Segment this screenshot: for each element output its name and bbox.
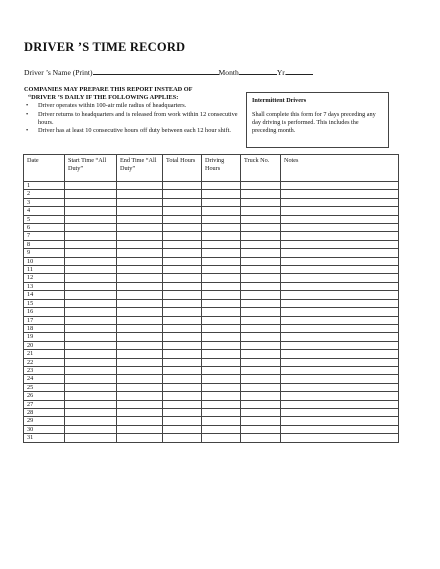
end-time-cell[interactable] (117, 274, 163, 282)
start-time-cell[interactable] (65, 291, 117, 299)
driving-hours-cell[interactable] (202, 215, 241, 223)
table-body (24, 182, 399, 443)
table-row (24, 190, 399, 198)
table-row (24, 291, 399, 299)
notes-cell[interactable] (281, 190, 399, 198)
driving-hours-cell[interactable] (202, 274, 241, 282)
table-row (24, 249, 399, 257)
driving-hours-cell[interactable] (202, 408, 241, 416)
date-cell: 18 (24, 324, 65, 332)
table-row (24, 266, 399, 274)
year-label: Yr. (276, 68, 287, 77)
total-hours-cell[interactable] (163, 291, 202, 299)
end-time-cell[interactable] (117, 308, 163, 316)
date-cell: 4 (24, 207, 65, 215)
truck-no-cell[interactable] (241, 324, 281, 332)
table-row (24, 215, 399, 223)
total-hours-cell[interactable] (163, 358, 202, 366)
date-cell: 29 (24, 417, 65, 425)
driving-hours-cell[interactable] (202, 198, 241, 206)
truck-no-cell[interactable] (241, 392, 281, 400)
driving-hours-cell[interactable] (202, 316, 241, 324)
start-time-cell[interactable] (65, 190, 117, 198)
end-time-cell[interactable] (117, 291, 163, 299)
notes-cell[interactable] (281, 257, 399, 265)
total-hours-cell[interactable] (163, 333, 202, 341)
time-record-table (23, 154, 399, 443)
total-hours-cell[interactable] (163, 316, 202, 324)
notes-cell[interactable] (281, 282, 399, 290)
driving-hours-cell[interactable] (202, 299, 241, 307)
notice-heading-continued: “DRIVER ’S DAILY IF THE FOLLOWING APPLIES: (28, 94, 179, 102)
end-time-cell[interactable] (117, 215, 163, 223)
notes-cell[interactable] (281, 215, 399, 223)
driving-hours-cell[interactable] (202, 308, 241, 316)
driving-hours-cell[interactable] (202, 341, 241, 349)
notes-cell[interactable] (281, 316, 399, 324)
truck-no-cell[interactable] (241, 408, 281, 416)
table-row (24, 375, 399, 383)
notes-cell[interactable] (281, 358, 399, 366)
intermittent-heading: Intermittent Drivers (252, 97, 307, 104)
date-cell: 8 (24, 240, 65, 248)
driving-hours-cell[interactable] (202, 182, 241, 190)
total-hours-cell[interactable] (163, 383, 202, 391)
driving-hours-cell[interactable] (202, 425, 241, 433)
date-cell: 7 (24, 232, 65, 240)
table-row (24, 417, 399, 425)
truck-no-cell[interactable] (241, 375, 281, 383)
start-time-cell[interactable] (65, 182, 117, 190)
end-time-cell[interactable] (117, 249, 163, 257)
notice-item: • Driver has at least 10 consecutive hours off duty between each 12 hour shift. (24, 127, 240, 135)
total-hours-cell[interactable] (163, 341, 202, 349)
start-time-cell[interactable] (65, 350, 117, 358)
end-time-cell[interactable] (117, 240, 163, 248)
total-hours-cell[interactable] (163, 417, 202, 425)
driving-hours-cell[interactable] (202, 266, 241, 274)
driver-name-line (24, 67, 313, 77)
date-cell: 22 (24, 358, 65, 366)
start-time-cell[interactable] (65, 366, 117, 374)
total-hours-cell[interactable] (163, 400, 202, 408)
total-hours-cell[interactable] (163, 375, 202, 383)
driving-hours-cell[interactable] (202, 358, 241, 366)
total-hours-cell[interactable] (163, 207, 202, 215)
driving-hours-cell[interactable] (202, 375, 241, 383)
col-start-time: Start Time “All Duty” (65, 155, 117, 182)
notes-cell[interactable] (281, 249, 399, 257)
total-hours-cell[interactable] (163, 392, 202, 400)
notes-cell[interactable] (281, 434, 399, 442)
truck-no-cell[interactable] (241, 425, 281, 433)
start-time-cell[interactable] (65, 274, 117, 282)
total-hours-cell[interactable] (163, 324, 202, 332)
end-time-cell[interactable] (117, 324, 163, 332)
table-row (24, 299, 399, 307)
table-row (24, 316, 399, 324)
notes-cell[interactable] (281, 274, 399, 282)
end-time-cell[interactable] (117, 383, 163, 391)
truck-no-cell[interactable] (241, 257, 281, 265)
truck-no-cell[interactable] (241, 366, 281, 374)
table-row (24, 358, 399, 366)
total-hours-cell[interactable] (163, 215, 202, 223)
month-label: Month (218, 68, 239, 77)
table-row (24, 400, 399, 408)
notes-cell[interactable] (281, 232, 399, 240)
end-time-cell[interactable] (117, 224, 163, 232)
notice-heading: COMPANIES MAY PREPARE THIS REPORT INSTEAD OF (24, 86, 193, 93)
start-time-cell[interactable] (65, 224, 117, 232)
notes-cell[interactable] (281, 182, 399, 190)
notes-cell[interactable] (281, 392, 399, 400)
total-hours-cell[interactable] (163, 308, 202, 316)
total-hours-cell[interactable] (163, 232, 202, 240)
total-hours-cell[interactable] (163, 366, 202, 374)
start-time-cell[interactable] (65, 383, 117, 391)
year-field[interactable] (286, 67, 313, 75)
truck-no-cell[interactable] (241, 207, 281, 215)
table-row (24, 282, 399, 290)
col-end-time: End Time “All Duty” (117, 155, 163, 182)
table-row (24, 274, 399, 282)
notes-cell[interactable] (281, 350, 399, 358)
end-time-cell[interactable] (117, 366, 163, 374)
end-time-cell[interactable] (117, 400, 163, 408)
truck-no-cell[interactable] (241, 182, 281, 190)
table-row (24, 392, 399, 400)
notes-cell[interactable] (281, 324, 399, 332)
start-time-cell[interactable] (65, 417, 117, 425)
date-cell: 10 (24, 257, 65, 265)
date-cell: 16 (24, 308, 65, 316)
end-time-cell[interactable] (117, 207, 163, 215)
truck-no-cell[interactable] (241, 240, 281, 248)
start-time-cell[interactable] (65, 232, 117, 240)
truck-no-cell[interactable] (241, 308, 281, 316)
truck-no-cell[interactable] (241, 358, 281, 366)
total-hours-cell[interactable] (163, 198, 202, 206)
end-time-cell[interactable] (117, 282, 163, 290)
date-cell: 27 (24, 400, 65, 408)
col-notes: Notes (281, 155, 399, 182)
date-cell: 30 (24, 425, 65, 433)
driving-hours-cell[interactable] (202, 350, 241, 358)
notes-cell[interactable] (281, 425, 399, 433)
total-hours-cell[interactable] (163, 408, 202, 416)
table-header-row (24, 155, 399, 182)
truck-no-cell[interactable] (241, 198, 281, 206)
driving-hours-cell[interactable] (202, 257, 241, 265)
truck-no-cell[interactable] (241, 383, 281, 391)
driving-hours-cell[interactable] (202, 240, 241, 248)
notes-cell[interactable] (281, 291, 399, 299)
notes-cell[interactable] (281, 266, 399, 274)
total-hours-cell[interactable] (163, 274, 202, 282)
notice-list (24, 102, 240, 135)
notes-cell[interactable] (281, 417, 399, 425)
truck-no-cell[interactable] (241, 400, 281, 408)
notes-cell[interactable] (281, 333, 399, 341)
table-row (24, 207, 399, 215)
intermittent-drivers-box (246, 92, 389, 148)
truck-no-cell[interactable] (241, 316, 281, 324)
date-cell: 2 (24, 190, 65, 198)
date-cell: 23 (24, 366, 65, 374)
driving-hours-cell[interactable] (202, 232, 241, 240)
driving-hours-cell[interactable] (202, 400, 241, 408)
end-time-cell[interactable] (117, 375, 163, 383)
date-cell: 14 (24, 291, 65, 299)
table-row (24, 341, 399, 349)
notes-cell[interactable] (281, 400, 399, 408)
end-time-cell[interactable] (117, 299, 163, 307)
table-row (24, 224, 399, 232)
notes-cell[interactable] (281, 375, 399, 383)
start-time-cell[interactable] (65, 308, 117, 316)
driving-hours-cell[interactable] (202, 324, 241, 332)
date-cell: 24 (24, 375, 65, 383)
start-time-cell[interactable] (65, 358, 117, 366)
table-row (24, 182, 399, 190)
start-time-cell[interactable] (65, 434, 117, 442)
notes-cell[interactable] (281, 224, 399, 232)
table-row (24, 350, 399, 358)
total-hours-cell[interactable] (163, 266, 202, 274)
table-row (24, 425, 399, 433)
month-field[interactable] (239, 67, 277, 75)
table-row (24, 257, 399, 265)
end-time-cell[interactable] (117, 392, 163, 400)
end-time-cell[interactable] (117, 182, 163, 190)
end-time-cell[interactable] (117, 341, 163, 349)
date-cell: 21 (24, 350, 65, 358)
table-row (24, 308, 399, 316)
col-truck-no: Truck No. (241, 155, 281, 182)
driving-hours-cell[interactable] (202, 333, 241, 341)
end-time-cell[interactable] (117, 358, 163, 366)
start-time-cell[interactable] (65, 266, 117, 274)
truck-no-cell[interactable] (241, 215, 281, 223)
date-cell: 19 (24, 333, 65, 341)
start-time-cell[interactable] (65, 324, 117, 332)
driving-hours-cell[interactable] (202, 392, 241, 400)
driving-hours-cell[interactable] (202, 282, 241, 290)
date-cell: 13 (24, 282, 65, 290)
date-cell: 17 (24, 316, 65, 324)
notes-cell[interactable] (281, 408, 399, 416)
date-cell: 5 (24, 215, 65, 223)
total-hours-cell[interactable] (163, 350, 202, 358)
notes-cell[interactable] (281, 207, 399, 215)
total-hours-cell[interactable] (163, 249, 202, 257)
driving-hours-cell[interactable] (202, 417, 241, 425)
notes-cell[interactable] (281, 383, 399, 391)
start-time-cell[interactable] (65, 408, 117, 416)
end-time-cell[interactable] (117, 316, 163, 324)
notes-cell[interactable] (281, 341, 399, 349)
date-cell: 9 (24, 249, 65, 257)
end-time-cell[interactable] (117, 266, 163, 274)
table-row (24, 198, 399, 206)
total-hours-cell[interactable] (163, 282, 202, 290)
driving-hours-cell[interactable] (202, 291, 241, 299)
intermittent-text: Shall complete this form for 7 days preceding any day driving is performed. This includes the preceding month. (252, 111, 376, 134)
date-cell: 3 (24, 198, 65, 206)
driver-name-field[interactable] (93, 67, 219, 75)
start-time-cell[interactable] (65, 392, 117, 400)
truck-no-cell[interactable] (241, 350, 281, 358)
notes-cell[interactable] (281, 366, 399, 374)
date-cell: 15 (24, 299, 65, 307)
truck-no-cell[interactable] (241, 282, 281, 290)
driving-hours-cell[interactable] (202, 190, 241, 198)
total-hours-cell[interactable] (163, 240, 202, 248)
date-cell: 20 (24, 341, 65, 349)
date-cell: 1 (24, 182, 65, 190)
start-time-cell[interactable] (65, 198, 117, 206)
col-total-hours: Total Hours (163, 155, 202, 182)
start-time-cell[interactable] (65, 207, 117, 215)
end-time-cell[interactable] (117, 417, 163, 425)
end-time-cell[interactable] (117, 434, 163, 442)
table-row (24, 434, 399, 442)
end-time-cell[interactable] (117, 198, 163, 206)
truck-no-cell[interactable] (241, 299, 281, 307)
start-time-cell[interactable] (65, 333, 117, 341)
truck-no-cell[interactable] (241, 266, 281, 274)
start-time-cell[interactable] (65, 282, 117, 290)
end-time-cell[interactable] (117, 408, 163, 416)
date-cell: 28 (24, 408, 65, 416)
total-hours-cell[interactable] (163, 425, 202, 433)
total-hours-cell[interactable] (163, 182, 202, 190)
start-time-cell[interactable] (65, 215, 117, 223)
end-time-cell[interactable] (117, 257, 163, 265)
table-row (24, 240, 399, 248)
col-date: Date (24, 155, 65, 182)
form-title: DRIVER ’S TIME RECORD (24, 40, 186, 54)
end-time-cell[interactable] (117, 425, 163, 433)
truck-no-cell[interactable] (241, 291, 281, 299)
truck-no-cell[interactable] (241, 434, 281, 442)
start-time-cell[interactable] (65, 341, 117, 349)
end-time-cell[interactable] (117, 333, 163, 341)
end-time-cell[interactable] (117, 350, 163, 358)
date-cell: 6 (24, 224, 65, 232)
start-time-cell[interactable] (65, 257, 117, 265)
truck-no-cell[interactable] (241, 232, 281, 240)
total-hours-cell[interactable] (163, 299, 202, 307)
truck-no-cell[interactable] (241, 224, 281, 232)
truck-no-cell[interactable] (241, 417, 281, 425)
table-row (24, 383, 399, 391)
table-row (24, 333, 399, 341)
truck-no-cell[interactable] (241, 274, 281, 282)
driving-hours-cell[interactable] (202, 249, 241, 257)
date-cell: 11 (24, 266, 65, 274)
start-time-cell[interactable] (65, 299, 117, 307)
col-driving-hours: Driving Hours (202, 155, 241, 182)
truck-no-cell[interactable] (241, 249, 281, 257)
notes-cell[interactable] (281, 240, 399, 248)
total-hours-cell[interactable] (163, 434, 202, 442)
driving-hours-cell[interactable] (202, 383, 241, 391)
total-hours-cell[interactable] (163, 224, 202, 232)
driving-hours-cell[interactable] (202, 224, 241, 232)
date-cell: 25 (24, 383, 65, 391)
total-hours-cell[interactable] (163, 190, 202, 198)
notice-item: • Driver operates within 100-air mile radius of headquarters. (24, 102, 240, 110)
start-time-cell[interactable] (65, 400, 117, 408)
notes-cell[interactable] (281, 299, 399, 307)
notice-item: • Driver returns to headquarters and is released from work within 12 consecutive hours. (24, 111, 240, 127)
start-time-cell[interactable] (65, 375, 117, 383)
date-cell: 12 (24, 274, 65, 282)
table-row (24, 324, 399, 332)
driver-name-label: Driver ’s Name (Print) (24, 68, 93, 77)
start-time-cell[interactable] (65, 425, 117, 433)
start-time-cell[interactable] (65, 316, 117, 324)
notes-cell[interactable] (281, 198, 399, 206)
end-time-cell[interactable] (117, 232, 163, 240)
notes-cell[interactable] (281, 308, 399, 316)
applicability-notice (24, 86, 240, 135)
date-cell: 31 (24, 434, 65, 442)
driving-hours-cell[interactable] (202, 207, 241, 215)
table-row (24, 232, 399, 240)
driving-hours-cell[interactable] (202, 366, 241, 374)
driving-hours-cell[interactable] (202, 434, 241, 442)
start-time-cell[interactable] (65, 249, 117, 257)
start-time-cell[interactable] (65, 240, 117, 248)
table-row (24, 408, 399, 416)
table-row (24, 366, 399, 374)
date-cell: 26 (24, 392, 65, 400)
truck-no-cell[interactable] (241, 190, 281, 198)
end-time-cell[interactable] (117, 190, 163, 198)
truck-no-cell[interactable] (241, 333, 281, 341)
truck-no-cell[interactable] (241, 341, 281, 349)
total-hours-cell[interactable] (163, 257, 202, 265)
